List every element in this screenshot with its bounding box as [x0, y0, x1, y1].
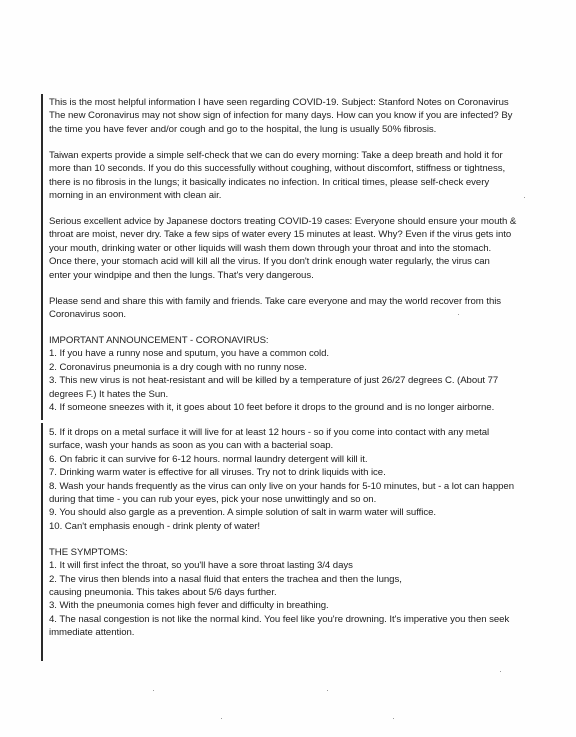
list-item: 3. This new virus is not heat-resistant and will be killed by a temperature of just 26/27 degrees C. (About 77 — [49, 375, 499, 387]
scan-speck — [221, 718, 222, 719]
list-item: 3. With the pneumonia comes high fever and difficulty in breathing. — [49, 600, 329, 612]
list-item: surface, wash your hands as soon as you can with a bacterial soap. — [49, 440, 334, 452]
scan-speck — [393, 718, 394, 719]
intro-paragraph — [49, 96, 549, 136]
text-line: the time you have fever and/or cough and go to the hospital, the lung is usually 50% fibrosis. — [49, 123, 437, 135]
list-item: 4. If someone sneezes with it, it goes about 10 feet before it drops to the ground and is no longer airborne. — [49, 402, 495, 414]
list-item: causing pneumonia. This takes about 5/6 days further. — [49, 587, 277, 599]
text-line: enter your windpipe and then the lungs. That's very dangerous. — [49, 269, 314, 281]
text-block-upper — [49, 96, 549, 415]
announcement-section — [49, 334, 549, 414]
continued-list — [49, 426, 549, 533]
scan-speck — [327, 690, 328, 691]
list-item: immediate attention. — [49, 627, 135, 639]
text-line: throat are moist, never dry. Take a few sips of water every 15 minutes at least. Why? Even if the virus gets into — [49, 229, 512, 241]
list-item: 7. Drinking warm water is effective for all viruses. Try not to drink liquids with ice. — [49, 467, 386, 479]
text-line: more than 10 seconds. If you do this successfully without coughing, without discomfort, stiffness or tightness, — [49, 163, 506, 175]
margin-rule-lower — [41, 423, 43, 661]
text-line: Once there, your stomach acid will kill all the virus. If you don't drink enough water regularly, the virus can — [49, 256, 490, 268]
scan-speck — [500, 671, 501, 672]
text-line: Please send and share this with family and friends. Take care everyone and may the world recover from this — [49, 295, 502, 307]
list-item: 2. The virus then blends into a nasal fluid that enters the trachea and then the lungs, — [49, 573, 402, 585]
list-item: 4. The nasal congestion is not like the normal kind. You feel like you're drowning. It's imperative you then seek — [49, 613, 510, 625]
list-item: 6. On fabric it can survive for 6-12 hours. normal laundry detergent will kill it. — [49, 453, 368, 465]
share-paragraph — [49, 295, 549, 322]
list-item: 5. If it drops on a metal surface it will live for at least 12 hours - so if you come into contact with any metal — [49, 427, 490, 438]
text-block-lower — [49, 426, 549, 640]
taiwan-paragraph — [49, 149, 549, 203]
announcement-heading: IMPORTANT ANNOUNCEMENT - CORONAVIRUS: — [49, 335, 269, 347]
list-item: during that time - you can rub your eyes, pick your nose unwittingly and so on. — [49, 494, 377, 506]
text-line: Coronavirus soon. — [49, 309, 127, 321]
list-item: 1. It will first infect the throat, so you'll have a sore throat lasting 3/4 days — [49, 560, 353, 572]
scan-speck — [153, 690, 154, 691]
text-line: morning in an environment with clean air. — [49, 190, 222, 202]
symptoms-heading: THE SYMPTOMS: — [49, 546, 128, 558]
list-item: 1. If you have a runny nose and sputum, you have a common cold. — [49, 348, 330, 360]
text-line: Taiwan experts provide a simple self-check that we can do every morning: Take a deep breath and hold it for — [49, 149, 503, 161]
list-item: 10. Can't emphasis enough - drink plenty of water! — [49, 520, 261, 532]
margin-rule-upper — [41, 94, 43, 420]
list-item: degrees F.) It hates the Sun. — [49, 388, 169, 400]
list-item: 8. Wash your hands frequently as the virus can only live on your hands for 5-10 minutes, but - a lot can happen — [49, 480, 514, 492]
text-line: your mouth, drinking water or other liquids will wash them down through your throat and into the stomach. — [49, 242, 492, 254]
list-item: 2. Coronavirus pneumonia is a dry cough with no runny nose. — [49, 361, 307, 373]
list-item: 9. You should also gargle as a prevention. A simple solution of salt in warm water will suffice. — [49, 507, 436, 519]
japanese-doctors-paragraph — [49, 215, 549, 282]
text-line: The new Coronavirus may not show sign of infection for many days. How can you know if you are infected? By — [49, 110, 513, 122]
symptoms-section — [49, 546, 549, 640]
text-line: Serious excellent advice by Japanese doctors treating COVID-19 cases: Everyone should ensure your mouth & — [49, 216, 517, 228]
text-line: there is no fibrosis in the lungs; it basically indicates no infection. In critical times, please self-check every — [49, 176, 490, 188]
text-line: This is the most helpful information I have seen regarding COVID-19. Subject: Stanford Notes on Coronavirus — [49, 97, 509, 108]
